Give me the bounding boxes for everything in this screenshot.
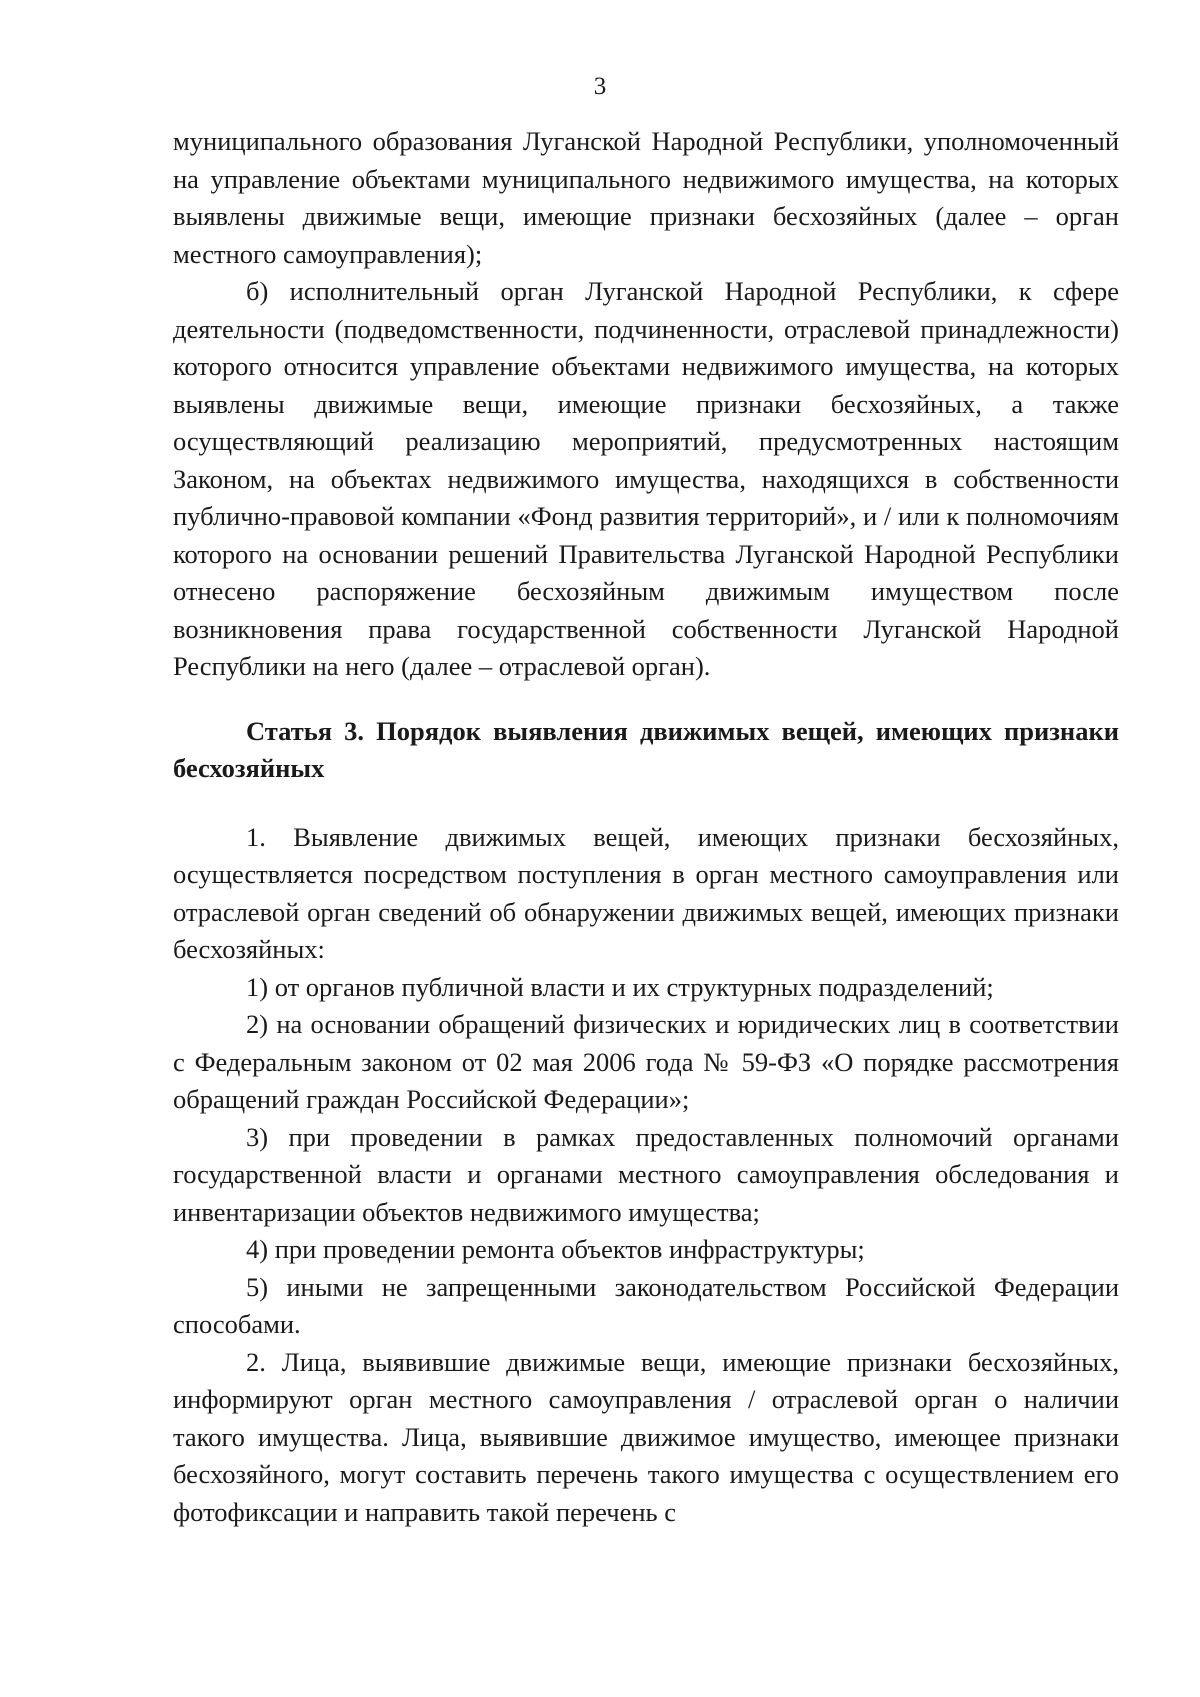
article-heading: Статья 3. Порядок выявления движимых вещей, имеющих признаки бесхозяйных: [173, 715, 1119, 783]
paragraph-item-b: б) исполнительный орган Луганской Народной Республики, к сфере деятельности (подведомственности, подчиненности, отраслевой принадлежности) которого относится управление объектами недвижимого имущества, на которых выявлены движимые вещи, имеющие признаки бесхозяйных, а также осуществляющий реализацию мероприятий, предусмотренных настоящим Законом, на объектах недвижимого имущества, находящихся в собственности публично-правовой компании «Фонд развития территорий», и / или к полномочиям которого на основании решений Правительства Луганской Народной Республики отнесено распоряжение бесхозяйным движимым имуществом после возникновения права государственной собственности Луганской Народной Республики на него (далее – отраслевой орган).: [173, 276, 1119, 681]
paragraph-point-2: 2. Лица, выявившие движимые вещи, имеющие признаки бесхозяйных, информируют орган местного самоуправления / отраслевой орган о наличии такого имущества. Лица, выявившие движимое имущество, имеющее признаки бесхозяйного, могут составить перечень такого имущества с осуществлением его фотофиксации и направить такой перечень с: [173, 1346, 1119, 1527]
paragraph-subpoint-2: 2) на основании обращений физических и юридических лиц в соответствии с Федеральным законом от 02 мая 2006 года № 59-ФЗ «О порядке рассмотрения обращений граждан Российской Федерации»;: [173, 1009, 1119, 1114]
page-number: 3: [593, 73, 607, 100]
paragraph-subpoint-3: 3) при проведении в рамках предоставленных полномочий органами государственной власти и органами местного самоуправления обследования и инвентаризации объектов недвижимого имущества;: [173, 1121, 1119, 1227]
paragraph-point-1: 1. Выявление движимых вещей, имеющих признаки бесхозяйных, осуществляется посредством поступления в орган местного самоуправления или отраслевой орган сведений об обнаружении движимых вещей, имеющих признаки бесхозяйных:: [173, 821, 1119, 964]
paragraph-subpoint-5: 5) иными не запрещенными законодательством Российской Федерации способами.: [173, 1271, 1119, 1339]
paragraph-subpoint-4: 4) при проведении ремонта объектов инфраструктуры;: [246, 1234, 865, 1264]
paragraph-continuation: муниципального образования Луганской Народной Республики, уполномоченный на управление объектами муниципального недвижимого имущества, на которых выявлены движимые вещи, имеющие признаки бесхозяйных (далее – орган местного самоуправления);: [173, 126, 1119, 269]
document-body: [173, 123, 1119, 1531]
paragraph-subpoint-1: 1) от органов публичной власти и их структурных подразделений;: [246, 971, 994, 1002]
